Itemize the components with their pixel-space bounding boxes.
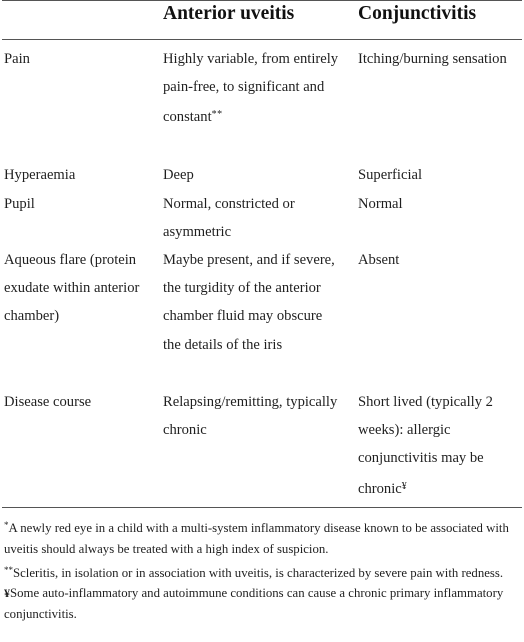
cell-pain-conjunctivitis: Itching/burning sensation xyxy=(358,51,507,67)
row-label-pupil: Pupil xyxy=(4,196,35,212)
row-label-aqueous-flare: Aqueous flare (protein exudate within anterior chamber) xyxy=(4,252,140,325)
footnote-single-asterisk: *A newly red eye in a child with a multi-system inflammatory disease known to be associated with uveitis should always be treated with a high index of suspicion. xyxy=(4,520,509,556)
cell-disease-course-conjunctivitis: Short lived (typically 2 weeks): allergic conjunctivitis may be chronic¥ xyxy=(358,394,493,497)
column-header-anterior-uveitis: Anterior uveitis xyxy=(163,3,295,24)
cell-pupil-conjunctivitis: Normal xyxy=(358,196,403,212)
footnote-double-asterisk: **Scleritis, in isolation or in association with uveitis, is characterized by severe pain with redness. xyxy=(4,564,504,580)
row-label-pain: Pain xyxy=(4,51,30,67)
cell-aqueous-flare-conjunctivitis: Absent xyxy=(358,252,400,268)
cell-hyperaemia-conjunctivitis: Superficial xyxy=(358,167,423,183)
cell-aqueous-flare-anterior-uveitis: Maybe present, and if severe, the turgidity of the anterior chamber fluid may obscure the details of the iris xyxy=(163,252,335,353)
footnote-mark-yen: ¥ xyxy=(401,480,408,492)
cell-pupil-anterior-uveitis: Normal, constricted or asymmetric xyxy=(163,196,295,241)
table-footnotes xyxy=(4,515,520,625)
row-label-hyperaemia: Hyperaemia xyxy=(4,167,76,183)
header-rule xyxy=(2,39,522,40)
cell-hyperaemia-anterior-uveitis: Deep xyxy=(163,167,194,183)
row-label-disease-course: Disease course xyxy=(4,394,92,410)
column-header-conjunctivitis: Conjunctivitis xyxy=(358,3,477,24)
cell-pain-anterior-uveitis: Highly variable, from entirely pain-free, to significant and constant** xyxy=(163,51,339,126)
footnote-yen: ¥Some auto-inflammatory and autoimmune conditions can cause a chronic primary inflammatory conjunctivitis. xyxy=(4,586,504,622)
cell-disease-course-anterior-uveitis: Relapsing/remitting, typically chronic xyxy=(163,394,338,439)
table-bottom-rule xyxy=(2,507,522,508)
footnote-mark-double-asterisk: ** xyxy=(211,109,223,121)
